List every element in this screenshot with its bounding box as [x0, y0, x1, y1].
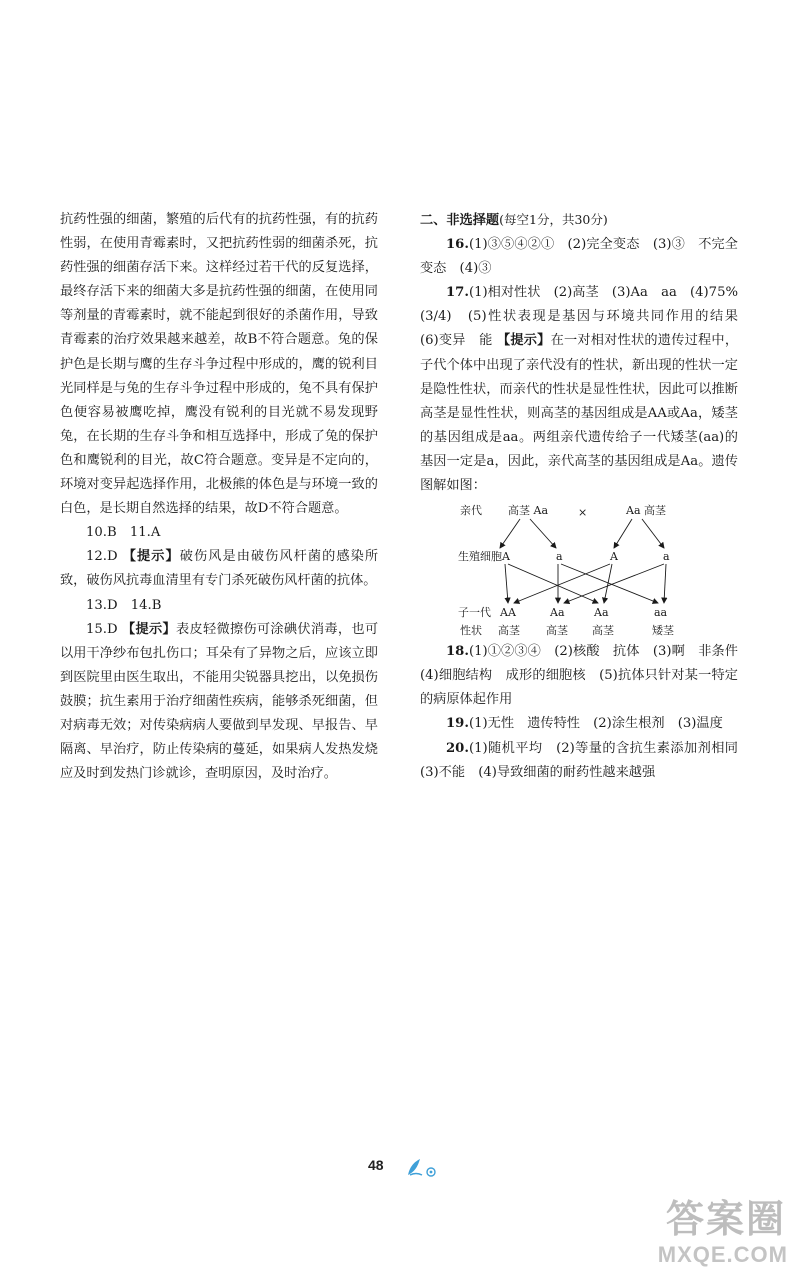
answer-17 — [420, 281, 752, 498]
watermark — [622, 1188, 792, 1268]
arrow-a2-to-Aa-1 — [564, 564, 664, 603]
trait-4: 矮茎 — [652, 624, 674, 638]
left-column — [60, 208, 378, 786]
leaf-logo-icon — [404, 1157, 440, 1179]
parent-left: 高茎 Aa — [508, 504, 548, 518]
offspring-generation-label: 子一代 — [458, 606, 491, 620]
gamete-2: a — [556, 550, 563, 564]
trait-2: 高茎 — [546, 624, 568, 638]
answer-12-hint-tag: 【提示】 — [122, 549, 180, 565]
answer-15-number: 15.D — [86, 621, 118, 637]
section-heading — [420, 208, 738, 233]
answer-18-number: 18. — [446, 644, 469, 660]
answer-20-number: 20. — [446, 740, 469, 756]
arrow-A-to-AA — [505, 564, 508, 603]
parent-right: Aa 高茎 — [626, 504, 666, 518]
answer-15-hint-tag: 【提示】 — [122, 621, 176, 637]
gamete-label: 生殖细胞 — [458, 550, 502, 564]
genotype-4: aa — [654, 606, 668, 620]
trait-3: 高茎 — [592, 624, 614, 638]
page-number: 48 — [368, 1157, 384, 1173]
answer-16-text: (1)③⑤④②① (2)完全变态 (3)③ 不完全变态 (4)③ — [420, 237, 738, 277]
answer-12-number: 12.D — [86, 549, 118, 565]
arrow-A-to-Aa-2 — [508, 564, 598, 603]
genetic-cross-diagram — [420, 500, 738, 640]
answer-18 — [420, 640, 752, 712]
answer-15 — [60, 618, 378, 787]
trait-1: 高茎 — [498, 624, 520, 638]
answer-9-explanation: 抗药性强的细菌，繁殖的后代有的抗药性强，有的抗药性弱，在使用青霉素时，又把抗药性弱的细菌杀死，抗药性强的细菌存活下来。这样经过若干代的反复选择，最终存活下来的细菌大多是抗药性强的细菌，在使用同等剂量的青霉素时，就不能起到很好的杀菌作用，导致青霉素的治疗效果越来越差，故B不符合题意。兔的保护色是长期与鹰的生存斗争过程中形成的，鹰的锐利目光同样是与兔的生存斗争过程中形成的，兔不具有保护色便容易被鹰吃掉，鹰没有锐利的目光就不易发现野兔，在长期的生存斗争和相互选择中，形成了兔的保护色和鹰锐利的目光，故C符合题意。变异是不定向的，环境对变异起选择作用，北极熊的体色是与环境一致的白色，是长期自然选择的结果，故D不符合题意。 — [60, 212, 378, 517]
gamete-4: a — [663, 550, 670, 564]
right-column — [420, 208, 752, 785]
answer-17-number: 17. — [446, 285, 469, 301]
arrow-A2-to-AA — [514, 564, 610, 603]
trait-label: 性状 — [460, 624, 482, 638]
gamete-1: A — [502, 550, 510, 564]
answer-12-hint-text: 破伤风是由破伤风杆菌的感染所致，破伤风抗毒血清里有专门杀死破伤风杆菌的抗体。 — [60, 549, 379, 589]
genotype-2: Aa — [550, 606, 565, 620]
section-title: 二、非选择题 — [420, 213, 500, 228]
answer-17-hint-text: 在一对相对性状的遗传过程中，子代个体中出现了亲代没有的性状，新出现的性状一定是隐性性状，而亲代的性状是显性性状，因此可以推断高茎是显性性状，则高茎的基因组成是AA或Aa，矮茎的基因组成是aa。两组亲代遗传给子一代矮茎(aa)的基因一定是a，因此，亲代高茎的基因组成是Aa。遗传图解如图： — [420, 333, 739, 494]
answer-20 — [420, 737, 752, 785]
section-note: (每空1分，共30分) — [499, 212, 608, 227]
genotype-3: Aa — [594, 606, 609, 620]
arrow-a2-to-aa — [664, 564, 666, 603]
arrow-a-to-aa — [561, 564, 658, 603]
answers-13-14: 13.D 14.B — [86, 597, 162, 613]
arrow-parent-left-a — [530, 519, 556, 548]
arrow-parent-left-A — [500, 519, 520, 548]
answer-17-text: (1)相对性状 (2)高茎 (3)Aa aa (4)75%(3/4) (5)性状表现是基因与环境共同作用的结果 (6)变异 能 — [420, 285, 752, 349]
answer-15-hint-text: 表皮轻微擦伤可涂碘伏消毒，也可以用干净纱布包扎伤口；耳朵有了异物之后，应该立即到医院里由医生取出，不能用尖锐器具挖出，以免损伤鼓膜；抗生素用于治疗细菌性疾病，能够杀死细菌，但对病毒无效；对传染病病人要做到早发现、早报告、早隔离、早治疗，防止传染病的蔓延，如果病人发热发烧应及时到发热门诊就诊，查明原因，及时治疗。 — [60, 621, 379, 782]
answer-20-text: (1)随机平均 (2)等量的含抗生素添加剂相同 (3)不能 (4)导致细菌的耐药性越来越强 — [420, 740, 752, 780]
arrow-parent-right-A — [614, 519, 632, 548]
parent-generation-label: 亲代 — [460, 504, 482, 518]
answer-18-text: (1)①②③④ (2)核酸 抗体 (3)啊 非条件 (4)细胞结构 成形的细胞核 (5)抗体只针对某一特定的病原体起作用 — [420, 644, 752, 708]
arrow-parent-right-a — [642, 519, 664, 548]
arrow-A2-to-Aa-2 — [604, 564, 612, 603]
watermark-logo-text: 答案圈 — [665, 1197, 786, 1241]
answer-12 — [60, 545, 378, 593]
answers-10-11: 10.B 11.A — [86, 525, 161, 541]
gamete-3: A — [610, 550, 618, 564]
answer-17-hint-tag: 【提示】 — [496, 333, 551, 349]
answer-19-number: 19. — [446, 716, 469, 732]
genotype-1: AA — [500, 606, 516, 620]
answer-19 — [420, 712, 738, 736]
cross-symbol: × — [578, 506, 588, 520]
answer-16-number: 16. — [446, 237, 469, 253]
answer-19-text: (1)无性 遗传特性 (2)涂生根剂 (3)温度 — [468, 716, 723, 732]
watermark-url: MXQE.COM — [657, 1242, 788, 1267]
answer-16 — [420, 233, 738, 281]
